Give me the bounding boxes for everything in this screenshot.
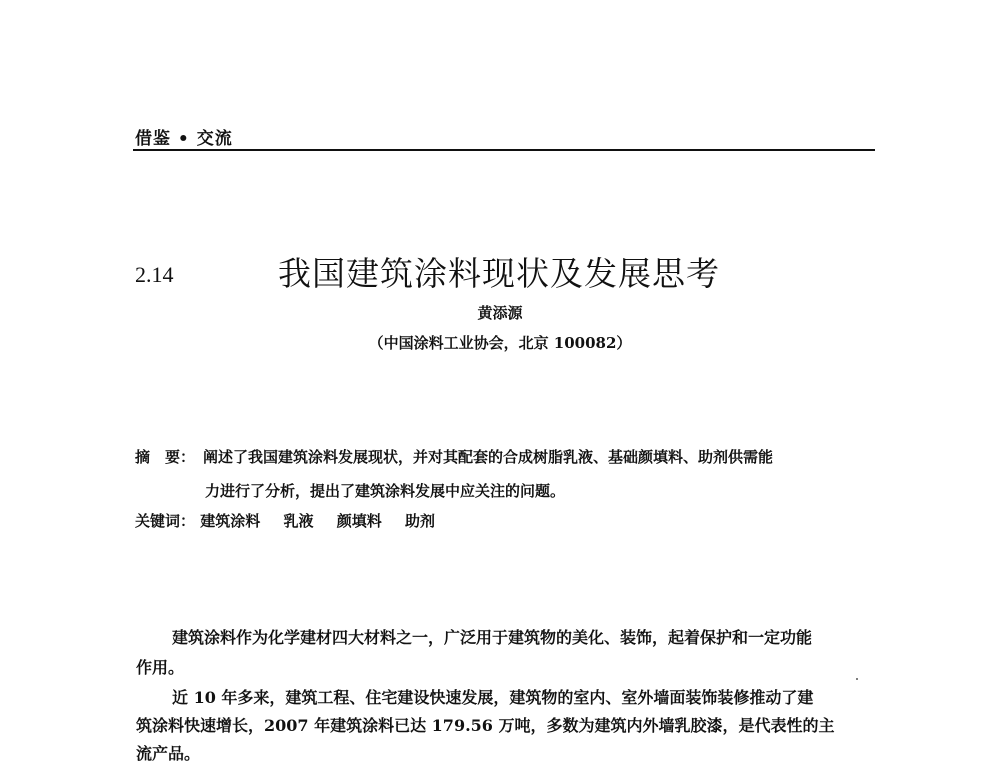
abstract-text-line-1: 阐述了我国建筑涂料发展现状，并对其配套的合成树脂乳液、基础颜填料、助剂供需能 [203, 448, 774, 466]
author-name: 黄添源 [477, 304, 523, 322]
paragraph-2-line-1: 近 10 年多来，建筑工程、住宅建设快速发展，建筑物的室内、室外墙面装饰装修推动了建 [172, 688, 814, 707]
author-affiliation: （中国涂料工业协会，北京 100082） [368, 334, 632, 352]
paragraph-2-line-2: 筑涂料快速增长，2007 年建筑涂料已达 179.56 万吨，多数为建筑内外墙乳胶漆，是代表性的主 [136, 716, 835, 735]
abstract-label: 摘 要： [135, 448, 196, 466]
scan-speck [856, 678, 858, 680]
keyword-item: 建筑涂料 [200, 512, 261, 530]
paragraph-1-line-2: 作用。 [136, 658, 185, 677]
keywords-label: 关键词： [135, 512, 196, 530]
article-number: 2.14 [135, 262, 174, 287]
keywords [135, 510, 453, 531]
paragraph-2-line-3: 流产品。 [136, 744, 201, 763]
abstract-text-line-2: 力进行了分析，提出了建筑涂料发展中应关注的问题。 [205, 482, 566, 500]
paragraph-1-line-1: 建筑涂料作为化学建材四大材料之一，广泛用于建筑物的美化、装饰，起着保护和一定功能 [172, 628, 813, 647]
article-title: 我国建筑涂料现状及发展思考 [278, 254, 720, 293]
header-divider [133, 149, 875, 151]
keyword-item: 颜填料 [336, 512, 382, 530]
section-header: 借鉴 • 交流 [135, 129, 233, 149]
abstract [135, 446, 773, 467]
keyword-item: 助剂 [405, 512, 436, 530]
keyword-item: 乳液 [283, 512, 314, 530]
